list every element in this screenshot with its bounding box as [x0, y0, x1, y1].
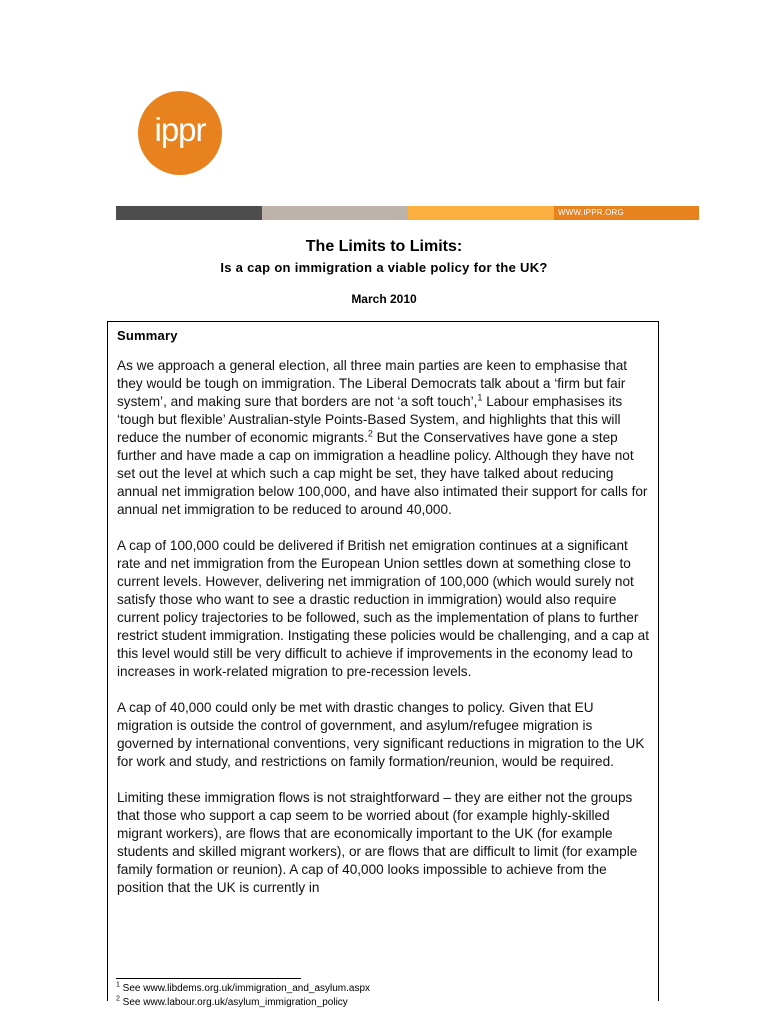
band-segment-grey	[262, 206, 408, 220]
summary-paragraph-3: A cap of 40,000 could only be met with drastic changes to policy. Given that EU migration is outside the control of government, and asylum/refugee migration is governed by international conventions, very significant reductions in migration to the UK for work and study, and restrictions on family formation/reunion, would be required.	[117, 700, 645, 769]
summary-paragraph-4: Limiting these immigration flows is not straightforward – they are either not the groups that those who support a cap seem to be worried about (for example highly-skilled migrant workers), are flows that are economically important to the UK (for example students and skilled migrant workers), or are flows that are difficult to limit (for example family formation or reunion). A cap of 40,000 looks impossible to achieve from the position that the UK is currently in	[117, 790, 638, 895]
summary-heading: Summary	[117, 328, 178, 343]
document-subtitle: Is a cap on immigration a viable policy for the UK?	[220, 260, 548, 275]
band-segment-orange	[554, 206, 699, 220]
website-url: WWW.IPPR.ORG	[558, 208, 624, 217]
header-color-band	[116, 206, 699, 220]
logo-text: ippr	[154, 111, 206, 148]
footnote-1: $^1$ See www.libdems.org.uk/immigration_and_asylum.aspx	[116, 981, 371, 994]
footnote-ref-2[interactable]: 2	[367, 428, 373, 439]
ippr-logo	[138, 91, 222, 175]
document-title: The Limits to Limits:	[305, 238, 463, 255]
summary-paragraph-1: As we approach a general election, all three main parties are keen to emphasise that they would be tough on immigration. The Liberal Democrats talk about a ‘firm but fair system’, and making sure that borders are not ‘a soft touch’,$^1$ Labour emphasises its ‘tough but flexible’ Australian-style Points-Based System, and highlights that this will reduce the number of economic migrants.$^2$ But the Conservatives have gone a step further and have made a cap on immigration a headline policy. Although they have not set out the level at which such a cap might be set, they have talked about reducing annual net immigration below 100,000, and have also intimated their support for calls for annual net immigration to be reduced to around 40,000.	[117, 358, 648, 517]
summary-box	[107, 321, 659, 1001]
footnote-2: $^2$ See www.labour.org.uk/asylum_immigration_policy	[116, 995, 348, 1008]
summary-paragraph-2: A cap of 100,000 could be delivered if British net emigration continues at a significant rate and net immigration from the European Union settles down at something close to current levels. However, delivering net immigration of 100,000 (which would surely not satisfy those who want to see a drastic reduction in immigration) would also require current policy trajectories to be followed, such as the implementation of plans to further restrict student immigration. Instigating these policies would be challenging, and a cap at this level would still be very difficult to achieve if improvements in the economy lead to increases in work-related migration to pre-recession levels.	[117, 538, 649, 679]
band-segment-light-orange	[408, 206, 554, 220]
document-date: March 2010	[351, 292, 417, 306]
band-segment-dark	[116, 206, 262, 220]
footnote-divider	[116, 978, 301, 979]
footnote-ref-1[interactable]: 1	[477, 392, 483, 403]
